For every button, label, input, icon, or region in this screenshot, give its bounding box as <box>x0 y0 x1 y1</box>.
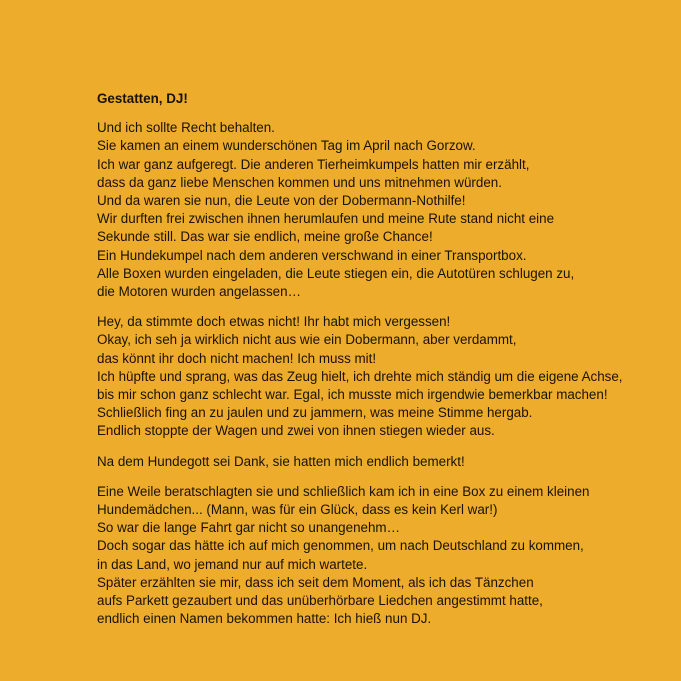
text-line: Eine Weile beratschlagten sie und schließlich kam ich in eine Box zu einem kleinen <box>97 483 590 499</box>
text-line: Sie kamen an einem wunderschönen Tag im April nach Gorzow. <box>97 138 476 154</box>
story-page <box>97 90 657 640</box>
paragraph-2 <box>97 313 657 440</box>
story-title: Gestatten, DJ! <box>97 91 188 106</box>
text-line: Wir durften frei zwischen ihnen herumlaufen und meine Rute stand nicht eine <box>97 211 555 227</box>
paragraph-1 <box>97 119 657 301</box>
text-line: in das Land, wo jemand nur auf mich wartete. <box>97 556 368 572</box>
text-line: bis mir schon ganz schlecht war. Egal, ich musste mich irgendwie bemerkbar machen! <box>97 387 608 403</box>
text-line: das könnt ihr doch nicht machen! Ich muss mit! <box>97 350 377 366</box>
text-line: Endlich stoppte der Wagen und zwei von ihnen stiegen wieder aus. <box>97 423 495 439</box>
text-line: Hundemädchen... (Mann, was für ein Glück, dass es kein Kerl war!) <box>97 502 498 518</box>
text-line: Hey, da stimmte doch etwas nicht! Ihr habt mich vergessen! <box>97 314 451 330</box>
paragraph-3 <box>97 453 657 471</box>
text-line: dass da ganz liebe Menschen kommen und uns mitnehmen würden. <box>97 174 502 190</box>
text-line: Doch sogar das hätte ich auf mich genommen, um nach Deutschland zu kommen, <box>97 538 584 554</box>
text-line: Sekunde still. Das war sie endlich, meine große Chance! <box>97 229 433 245</box>
text-line: Ich hüpfte und sprang, was das Zeug hielt, ich drehte mich ständig um die eigene Achse, <box>97 368 623 384</box>
text-line: Na dem Hundegott sei Dank, sie hatten mich endlich bemerkt! <box>97 453 465 469</box>
text-line: die Motoren wurden angelassen… <box>97 284 301 300</box>
text-line: Und da waren sie nun, die Leute von der Dobermann-Nothilfe! <box>97 193 466 209</box>
text-line: Ein Hundekumpel nach dem anderen verschwand in einer Transportbox. <box>97 247 527 263</box>
text-line: Schließlich fing an zu jaulen und zu jammern, was meine Stimme hergab. <box>97 405 533 421</box>
text-line: endlich einen Namen bekommen hatte: Ich hieß nun DJ. <box>97 611 432 627</box>
paragraph-4 <box>97 483 657 629</box>
text-line: So war die lange Fahrt gar nicht so unangenehm… <box>97 520 400 536</box>
text-line: Ich war ganz aufgeregt. Die anderen Tierheimkumpels hatten mir erzählt, <box>97 156 530 172</box>
text-line: Alle Boxen wurden eingeladen, die Leute stiegen ein, die Autotüren schlugen zu, <box>97 265 575 281</box>
text-line: Okay, ich seh ja wirklich nicht aus wie ein Dobermann, aber verdammt, <box>97 332 517 348</box>
text-line: Später erzählten sie mir, dass ich seit dem Moment, als ich das Tänzchen <box>97 574 534 590</box>
text-line: aufs Parkett gezaubert und das unüberhörbare Liedchen angestimmt hatte, <box>97 593 543 609</box>
text-line: Und ich sollte Recht behalten. <box>97 120 275 136</box>
